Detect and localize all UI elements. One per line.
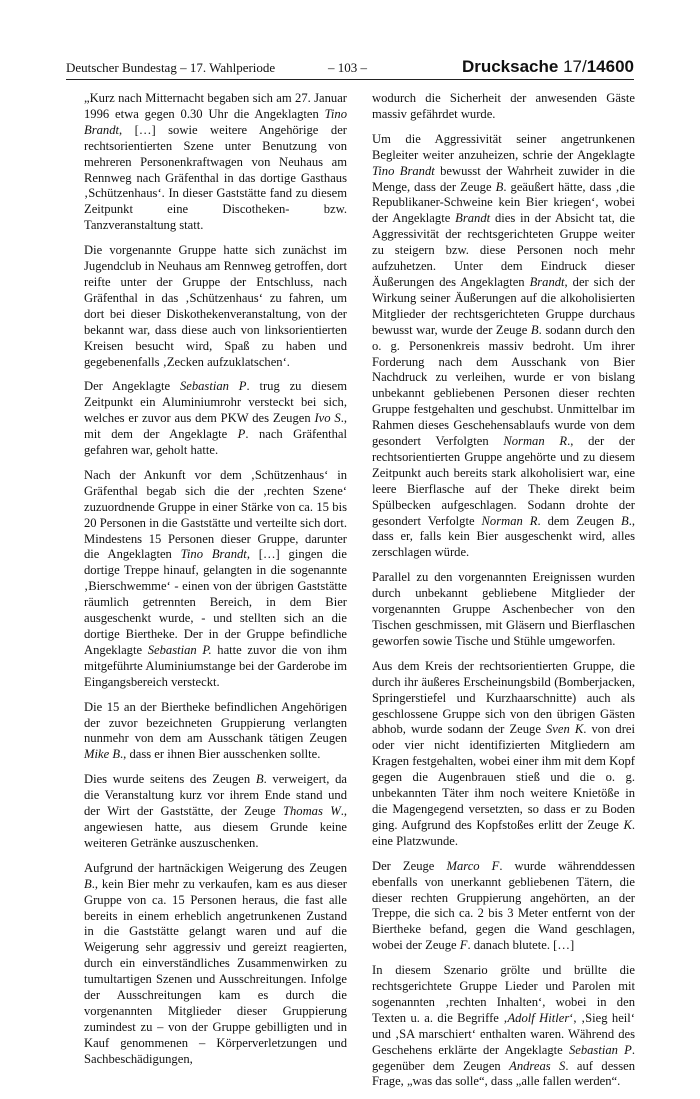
page-number: – 103 – bbox=[328, 60, 367, 75]
text-run: F bbox=[459, 938, 468, 953]
paragraph bbox=[372, 963, 635, 1090]
paragraph bbox=[372, 91, 635, 123]
text-run: B bbox=[620, 513, 629, 528]
text-run: Sebastian P bbox=[568, 1042, 632, 1057]
text-run: Mike B bbox=[84, 747, 121, 762]
page-header bbox=[66, 58, 634, 80]
paragraph bbox=[84, 91, 347, 234]
text-run: Brandt bbox=[455, 211, 491, 226]
text-run: Parallel zu den vorgenannten Ereignissen wurden durch unbekannt gebliebene Mitglieder der vorgenannten Gruppe Aschenbecher von den Tischen geschmissen, mit Gläsern und Bierflaschen geworfen sowie Tische und Stühle umgeworfen. bbox=[372, 570, 635, 648]
text-run: Adolf Hitler bbox=[507, 1010, 570, 1025]
text-run: Tino Brandt bbox=[84, 106, 347, 137]
text-run: Marco F bbox=[446, 858, 500, 873]
text-run: , der sich der Wirkung seiner Äußerungen auf die alkoholisierten Mitglieder der rechtsgerichteten Gruppe durchaus bewusst war, wurde der Zeuge bbox=[372, 274, 636, 337]
doc-num-bold: 14600 bbox=[586, 57, 634, 76]
text-run: ., der der rechtsorientierten Gruppe angehörte und zu diesem Zeitpunkt auch bereits stark alkoholisiert war, eine leere Bierflasche auf der Theke direkt beim Spülbecken aufgeschlagen. Sodann drohte der gesondert Verfolgte bbox=[372, 434, 635, 528]
text-run: wodurch die Sicherheit der anwesenden Gäste massiv gefährdet wurde. bbox=[372, 91, 635, 121]
document-number bbox=[462, 57, 634, 77]
text-run: bewusst der Wahrheit zuwider in die Menge, dass der Zeuge bbox=[372, 163, 635, 194]
text-run: . gegenüber dem Zeugen bbox=[372, 1042, 635, 1073]
left-column bbox=[84, 91, 347, 1077]
text-run: Dies wurde seitens des Zeugen bbox=[84, 772, 256, 787]
text-run: Sebastian P bbox=[179, 379, 247, 394]
header-rule bbox=[66, 79, 634, 80]
text-run: Nach der Ankunft vor dem ‚Schützenhaus‘ in Gräfenthal begab sich die der ‚rechten Szene‘ zuzuordnende Gruppe in einer Stärke von ca. 15 bis 20 Personen in die Gaststätte und verteilte sich dort. Mindestens 15 Personen dieser Gruppe, darunter die Angeklagten bbox=[84, 467, 347, 562]
text-run: Die vorgenannte Gruppe hatte sich zunächst im Jugendclub in Neuhaus am Rennweg getroffen, dort reifte unter der Gruppe der Entschluss, nach Gräfenthal in das ‚Schützenhaus‘ zu fahren, um dort bei dieser Diskothekenveranstaltung, von der bekannt war, dass diese auch von linksorientierten Kreisen besucht wird, Spaß zu haben und gegebenenfalls ‚Zecken aufzuklatschen‘. bbox=[84, 243, 347, 369]
text-run: Aus dem Kreis der rechtsorientierten Gruppe, die durch ihr äußeres Erscheinungsbild (Bomberjacken, Springerstiefel und Kurzhaarschnitte) auch als geschlossene Gruppe sich von den übrigen Gästen abhob, wurde sodann der Zeuge bbox=[372, 658, 635, 737]
text-run: ., mit dem der Angeklagte bbox=[84, 411, 347, 442]
text-run: dies in der Absicht tat, die Aggressivität der rechtsgerichteten Gruppe weiter zu steigern bzw. diese Personen noch mehr aufzuhetzen. Unter dem Eindruck dieser Äußerungen des Angeklagten bbox=[372, 211, 635, 289]
text-run: Andreas S bbox=[509, 1058, 566, 1073]
text-run: . verweigert, da die Veranstaltung kurz vor ihrem Ende stand und der Wirt der Gaststätte, der Zeuge bbox=[84, 772, 347, 819]
text-run: B bbox=[495, 179, 504, 194]
text-run: Um die Aggressivität seiner angetrunkenen Begleiter weiter anzuheizen, schrie der Angeklagte bbox=[372, 131, 635, 162]
text-run: Norman R bbox=[481, 513, 538, 528]
text-run: ., kein Bier mehr zu verkaufen, kam es aus dieser Gruppe von ca. 15 Personen heraus, die fast alle bereits in einem erheblich angetrunkenen Zustand in die Gaststätte gelangt waren und auf die Weigerung sehr aggressiv und gereizt reagierten, durch ein einverständliches Zusammenwirken zu tumultartigen Szenen und Ausschreitungen. Infolge der Ausschreitungen kam es durch die vorgenannten Mitglieder dieser Gruppierung zumindest zu – von der Gruppe gebilligten und in Kauf genommenen – Körperverletzungen und Sachbeschädigungen, bbox=[84, 876, 347, 1066]
text-run: . wurde währenddessen ebenfalls von unerkannt gebliebenen Tätern, die dieser rechten Gruppierung angehörten, an der Treppe, die sich ca. 2 bis 3 Meter entfernt von der Biertheke befand, gegen die Wand geschlagen, wobei der Zeuge bbox=[372, 858, 635, 953]
text-run: Ivo S bbox=[314, 411, 341, 426]
text-run: . nach Gräfenthal gefahren war, geholt hatte. bbox=[84, 427, 347, 458]
text-run: Tino Brandt bbox=[180, 547, 247, 562]
text-run: . danach blutete. […] bbox=[467, 938, 575, 953]
text-run: „Kurz nach Mitternacht begaben sich am 27. Januar 1996 etwa gegen 0.30 Uhr die Angeklagten bbox=[84, 91, 347, 121]
text-run: K bbox=[623, 817, 632, 832]
paragraph bbox=[372, 659, 635, 850]
paragraph bbox=[372, 570, 635, 650]
text-run: Brandt bbox=[529, 274, 565, 289]
right-column bbox=[372, 91, 635, 1099]
text-run: . geäußert hätte, dass ‚die Republikaner-Schweine kein Bier kriegen‘, wobei der Angeklagte bbox=[372, 179, 635, 226]
text-run: . sodann durch den o. g. Personenkreis massiv bedroht. Um ihrer Forderung nach dem Ausschank von Bier Nachdruck zu verleihen, wurde er von bislang unbekannt gebliebenen Personen dieser rechten Gruppe festgehalten und geschubst. Unmittelbar im Rahmen dieses Geschehensablaufs wurde von dem gesondert Verfolgten bbox=[372, 322, 635, 449]
paragraph bbox=[84, 243, 347, 370]
doc-label: Drucksache bbox=[461, 57, 559, 76]
text-run: . dem Zeugen bbox=[537, 513, 621, 528]
text-run: ‘, ‚Sieg heil‘ und ‚SA marschiert‘ enthalten waren. Während des Geschehens erklärte der Angeklagte bbox=[372, 1010, 635, 1057]
text-run: hatte zuvor die von ihm mitgeführte Aluminiumstange bei der Garderobe im Eingangsbereich versteckt. bbox=[84, 642, 348, 689]
header-publisher: Deutscher Bundestag – 17. Wahlperiode bbox=[66, 60, 276, 75]
text-run: In diesem Szenario grölte und brüllte die rechtsgerichtete Gruppe Lieder und Parolen mit sogenannten ‚rechten Inhalten‘, wobei in den Texten u. a. die Begriffe ‚ bbox=[372, 963, 635, 1025]
text-run: ., dass er ihnen Bier ausschenken sollte. bbox=[120, 747, 321, 762]
text-run: . eine Platzwunde. bbox=[372, 817, 635, 848]
text-run: Die 15 an der Biertheke befindlichen Angehörigen der zuvor bezeichneten Gruppierung verlangten nunmehr von dem am Ausschank tätigen Zeugen bbox=[84, 699, 347, 746]
text-run: Aufgrund der hartnäckigen Weigerung des Zeugen bbox=[84, 860, 347, 875]
paragraph bbox=[84, 379, 347, 459]
paragraph bbox=[372, 132, 635, 561]
text-run: Norman R bbox=[503, 434, 568, 449]
text-run: . trug zu diesem Zeitpunkt ein Aluminiumrohr versteckt bei sich, welches er zuvor aus dem PKW des Zeugen bbox=[84, 379, 347, 426]
text-run: Thomas W bbox=[282, 804, 341, 819]
text-run: . auf dessen Frage, „was das solle“, dass „alle fallen werden“. bbox=[372, 1058, 635, 1089]
text-run: B bbox=[84, 876, 92, 891]
text-run: ., dass er, falls kein Bier ausgeschenkt wird, alles zerschlagen würde. bbox=[372, 513, 635, 560]
text-run: Sebastian P. bbox=[147, 642, 212, 657]
text-run: ., angewiesen hatte, aus diesem Grunde keine weiteren Getränke auszuschenken. bbox=[84, 804, 347, 850]
text-run: , […] gingen die dortige Treppe hinauf, gelangten in die sogenannte ‚Bierschwemme‘ - einen von der übrigen Gaststätte räumlich getrennten Bereich, in dem Bier ausgeschenkt wurde, - und stellten sich an die dortige Biertheke. Der in der Gruppe befindliche Angeklagte bbox=[84, 547, 347, 657]
text-run: B bbox=[530, 322, 539, 337]
doc-num-regular: 17/ bbox=[563, 57, 587, 76]
text-run: P bbox=[237, 427, 246, 442]
text-run: B bbox=[255, 772, 264, 787]
text-run: . von drei oder vier nicht identifizierten Mitgliedern am Kragen festgehalten, wobei einer ihm mit dem Kopf gegen die Augenbrauen stieß und die o. g. unbekannten Täter ihm noch weitere Knietöße in die Magengegend versetzten, so dass er zu Boden ging. Aufgrund des Kopfstoßes erlitt der Zeuge bbox=[372, 722, 635, 832]
paragraph bbox=[84, 468, 347, 691]
text-run: Tino Brandt bbox=[372, 163, 435, 178]
text-run: Der Zeuge bbox=[372, 858, 447, 873]
paragraph bbox=[84, 861, 347, 1068]
text-run: Der Angeklagte bbox=[84, 379, 180, 394]
text-run: Sven K bbox=[545, 722, 584, 737]
text-run: , […] sowie weitere Angehörige der rechtsorientierten Szene unter Benutzung von mehreren Personenkraftwagen von Neuhaus am Rennweg nach Gräfenthal in das dortige Gasthaus ‚Schützenhaus‘. In dieser Gaststätte fand zu diesem Zeitpunkt eine Discotheken- bzw. Tanzveranstaltung statt. bbox=[84, 122, 347, 233]
paragraph bbox=[84, 772, 347, 852]
paragraph bbox=[372, 859, 635, 954]
paragraph bbox=[84, 700, 347, 764]
